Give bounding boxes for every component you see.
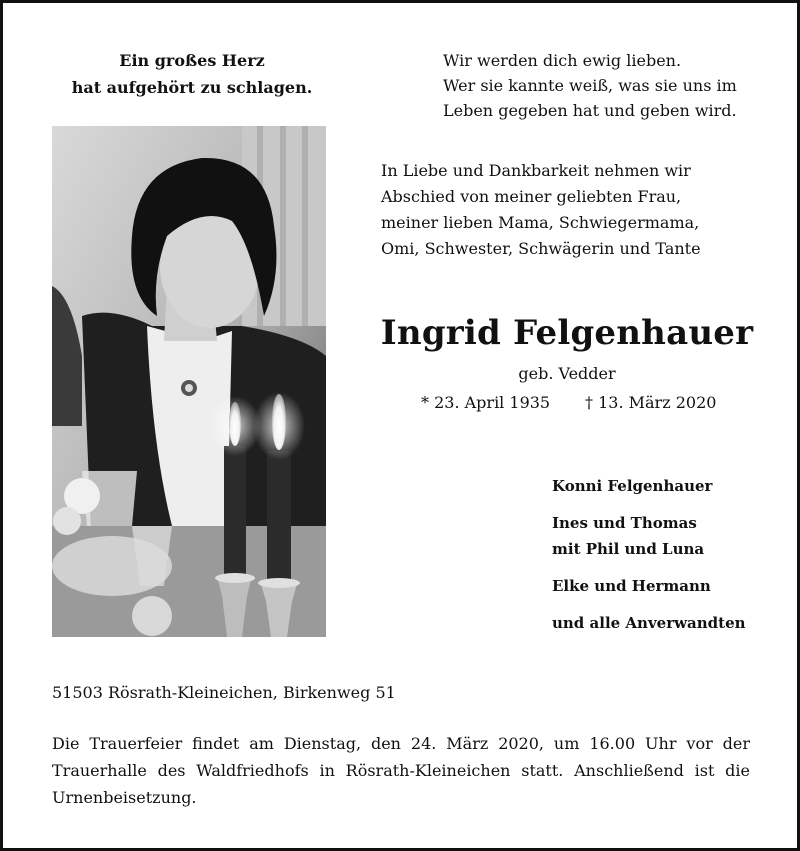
mourner-line: Konni Felgenhauer (552, 477, 713, 495)
verse-text (443, 48, 783, 123)
mourner-line: Elke und Hermann (552, 577, 711, 595)
birth-date: * 23. April 1935 (421, 393, 551, 412)
verse-line: Wir werden dich ewig lieben. (443, 51, 682, 70)
verse-line: Leben gegeben hat und geben wird. (443, 101, 737, 120)
portrait-photo-illustration (52, 126, 326, 637)
birth-name: geb. Vedder (518, 364, 616, 383)
intro-line: meiner lieben Mama, Schwiegermama, (381, 213, 700, 232)
mourner-entry (552, 510, 792, 562)
intro-line: In Liebe und Dankbarkeit nehmen wir (381, 161, 691, 180)
motto-heading (51, 47, 333, 101)
mourner-line: Ines und Thomas (552, 514, 697, 532)
mourner-entry (552, 473, 792, 499)
mourners-list (552, 473, 792, 647)
death-date: † 13. März 2020 (585, 393, 717, 412)
intro-line: Abschied von meiner geliebten Frau, (381, 187, 682, 206)
life-dates (375, 390, 759, 416)
family-address: 51503 Rösrath-Kleineichen, Birkenweg 51 (52, 683, 396, 702)
mourner-entry (552, 610, 792, 636)
portrait-photo (52, 126, 326, 637)
verse-line: Wer sie kannte weiß, was sie uns im (443, 76, 737, 95)
intro-text (381, 158, 781, 262)
intro-line: Omi, Schwester, Schwägerin und Tante (381, 239, 701, 258)
funeral-ceremony-info: Die Trauerfeier findet am Dienstag, den 24. März 2020, um 16.00 Uhr vor der Trauerhalle des Waldfriedhofs in Rösrath-Kleineichen statt. Anschließend ist die Urnenbeisetzung. (52, 734, 750, 807)
deceased-name: Ingrid Felgenhauer (380, 313, 754, 353)
mourner-line: und alle Anverwandten (552, 614, 746, 632)
motto-line: Ein großes Herz (119, 51, 265, 70)
mourner-entry (552, 573, 792, 599)
motto-line: hat aufgehört zu schlagen. (71, 78, 313, 97)
mourner-line: mit Phil und Luna (552, 540, 705, 558)
